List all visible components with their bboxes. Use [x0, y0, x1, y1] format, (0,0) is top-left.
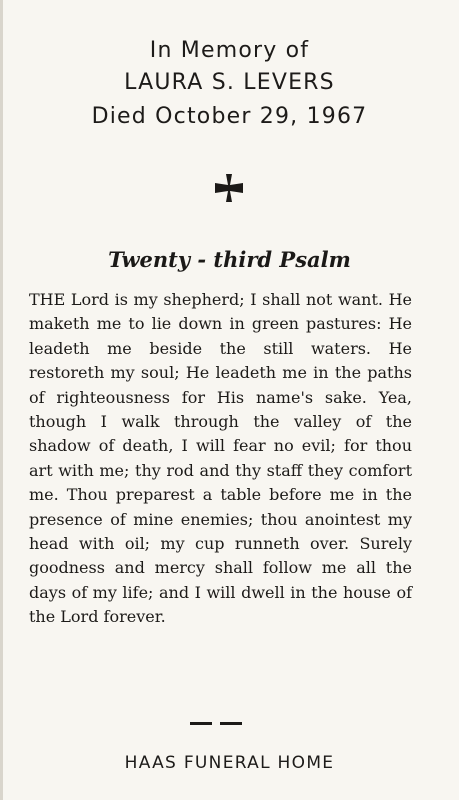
divider-dash — [220, 722, 242, 725]
funeral-home-name: HAAS FUNERAL HOME — [124, 753, 335, 773]
psalm-title: Twenty - third Psalm — [108, 247, 351, 272]
memorial-heading: In Memory of — [149, 38, 310, 63]
divider-dash — [190, 722, 212, 725]
psalm-text: THE Lord is my shepherd; I shall not want. He maketh me to lie down in green pastures: He leadeth me beside the still waters. He restoreth my soul; He leadeth me in the paths of righteousness for His name's sake. Yea, though I walk through the valley of the shadow of death, I will fear no evil; for thou art with me; thy rod and thy staff they comfort me. Thou preparest a table before me in the presence of mine enemies; thou anointest my head with oil; my cup runneth over. Surely goodness and mercy shall follow me all the days of my life; and I will dwell in the house of the Lord forever. — [29, 290, 412, 627]
death-date: Died October 29, 1967 — [91, 104, 368, 129]
cross-pattee-icon — [213, 172, 245, 204]
deceased-name: LAURA S. LEVERS — [124, 70, 335, 95]
divider-ornament — [190, 722, 244, 728]
